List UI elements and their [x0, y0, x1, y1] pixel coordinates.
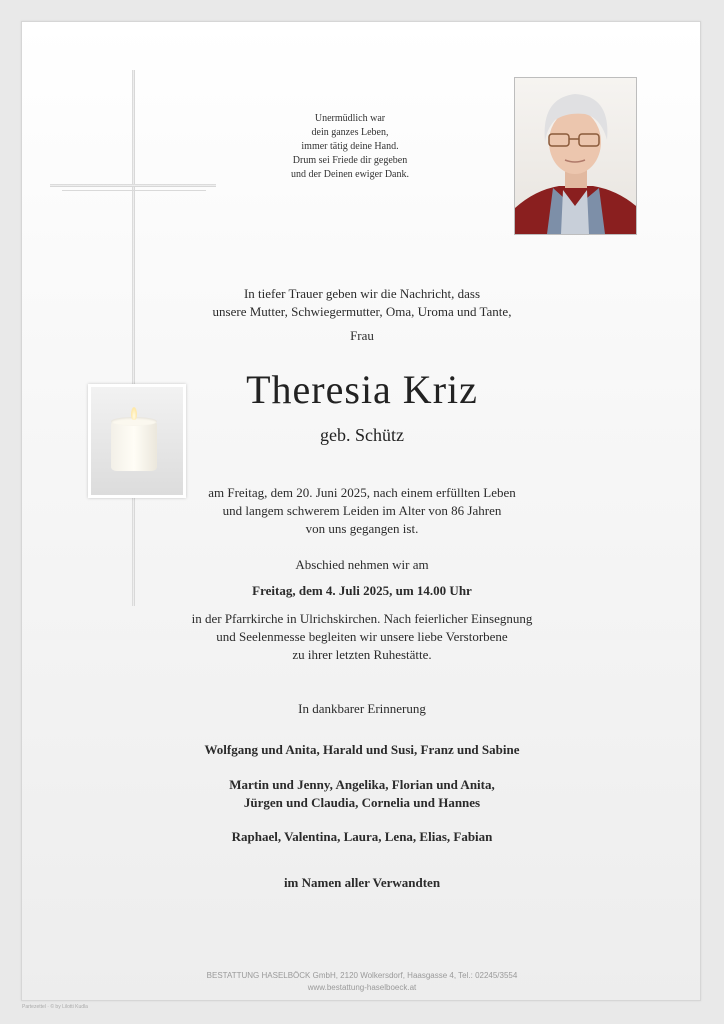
family-group-relatives: im Namen aller Verwandten: [283, 875, 441, 890]
maiden-name: geb. Schütz: [320, 425, 404, 445]
family-group-grandchildren: Martin und Jenny, Angelika, Florian und Anita, Jürgen und Claudia, Cornelia und Hannes: [229, 777, 495, 810]
flame-icon: [131, 407, 137, 420]
deceased-name: Theresia Kriz: [246, 367, 478, 412]
cross-horizontal-shadow: [62, 190, 206, 191]
portrait-photo: [514, 77, 637, 235]
announcement-text: In tiefer Trauer geben wir die Nachricht, dass unsere Mutter, Schwiegermutter, Oma, Uroma und Tante,: [212, 286, 512, 319]
death-notice: am Freitag, dem 20. Juni 2025, nach einem erfüllten Leben und langem schwerem Leiden im Alter von 86 Jahren von uns gegangen ist.: [208, 485, 516, 536]
church-service-text: in der Pfarrkirche in Ulrichskirchen. Nach feierlicher Einsegnung und Seelenmesse begleiten wir unsere liebe Verstorbene zu ihrer letzten Ruhestätte.: [191, 611, 533, 662]
family-group-great-grandchildren: Raphael, Valentina, Laura, Lena, Elias, Fabian: [231, 829, 493, 844]
salutation: Frau: [350, 328, 374, 343]
cross-vertical-beam: [132, 70, 135, 606]
candle-icon: [111, 421, 157, 471]
funeral-date: Freitag, dem 4. Juli 2025, um 14.00 Uhr: [252, 583, 472, 598]
memory-heading: In dankbarer Erinnerung: [298, 701, 426, 716]
fine-print: Partezettel · © by Lilotti Kudla: [22, 1004, 88, 1010]
memorial-poem: Unermüdlich war dein ganzes Leben, immer tätig deine Hand. Drum sei Friede dir gegeben und der Deinen ewiger Dank.: [290, 113, 409, 180]
farewell-intro: Abschied nehmen wir am: [295, 557, 429, 572]
family-group-children: Wolfgang und Anita, Harald und Susi, Franz und Sabine: [204, 742, 520, 757]
funeral-home-footer: BESTATTUNG HASELBÖCK GmbH, 2120 Wolkersdorf, Haasgasse 4, Tel.: 02245/3554 www.bestattung-haselboeck.at: [206, 971, 518, 992]
cross-horizontal-beam: [50, 184, 216, 187]
